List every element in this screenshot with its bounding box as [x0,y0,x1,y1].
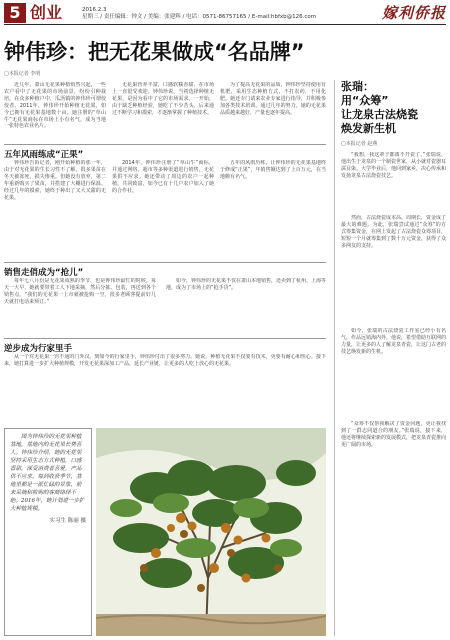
section-2-col-1 [4,278,156,333]
body-column-3 [220,82,326,140]
body-paragraph: 2014年，钟伟珍注册了“草山牛”商标，并通过网络、超市等多种渠道进行销售，无花果供不应求。她还带动了周边的农户一起种植，共同致富，如今已有十几户农户加入了她的合作社。 [112,160,214,194]
header-date: 2016.2.3 [82,7,107,13]
section-1-col-2 [112,160,214,257]
subheading: 五年风雨练成“正果” [4,150,84,160]
sidebar-title-line: 焕发新生机 [341,122,396,135]
photo-caption: 图为钟伟珍的无花果种植基地，基地内的无花果长势喜人。钟伟珍介绍，她的无花果坚持采用生态方式种植，口感香甜，深受消费者喜爱，产品供不应求。每到收获季节，基地里都是一派忙碌的景象，前来采摘和收购的客商络绎不绝。2016年，她计划进一步扩大种植规模。 [10,434,85,512]
sidebar-paragraph: 然而，古法烧瓷成本高、周期长，资金成了最大的难题。为此，张瑞尝试通过“众筹”的方式筹集资金，在网上发起了古法烧瓷众筹项目，短短一个月就筹集到了数十万元资金，获得了众多网友的支持。 [341,215,446,249]
sidebar-paragraph: “我想，我这辈子都离不开瓷了。”张瑞说，他出生于龙泉的一个制瓷世家，从小就对瓷器耳濡目染。大学毕业后，他回到家乡，决心传承和发扬龙泉古法烧瓷技艺。 [341,152,446,179]
body-paragraph: 无花果营养丰富，口感软糯香甜，在市场上一直很受欢迎。钟伟珍说，当初选择种植无花果，是因为看中了它的市场需求。一开始，由于缺乏种植经验，她吃了不少苦头，后来通过不断学习和摸索，才逐渐掌握了种植技术。 [112,82,214,116]
header-contact: 星期三 / 责任编辑：钟文 / 美编：张建辉 / 电话：0571-86757165 / E-mail:hbfxb@126.com [82,13,317,20]
sidebar-paragraph: 如今，张瑞的古法烧瓷工作室已经小有名气，作品远销海内外。他说，希望借助互联网的力量，让更多的人了解龙泉青瓷，让这门古老的技艺焕发新的生机。 [341,328,446,355]
header-meta [82,7,316,20]
divider [4,262,326,263]
body-paragraph: 五年的风雨历练，让钟伟珍的无花果基地终于修成“正果”，年销售额达到了上百万元，在当地颇有名气。 [220,160,326,180]
sidebar-paragraph: “众筹不仅帮我解决了资金问题，更让我找到了一群志同道合的朋友。”张瑞说，接下来，他还将继续探索新的发展模式，把龙泉青瓷推向更广阔的市场。 [341,421,446,448]
sidebar-title [341,80,446,136]
sidebar-title-line: 张瑞： [341,80,374,93]
intro-column [4,82,106,140]
section-number: 5 [4,3,26,23]
section-3 [4,338,326,354]
section-2-col-2 [166,278,326,333]
body-column-2 [112,82,214,140]
masthead-logo: 嫁利侨报 [381,4,446,22]
section-1-col-1 [4,160,106,257]
section-name: 创业 [30,3,63,22]
intro-paragraph: 近几年，萧山无花果种植悄然兴起，一些农户看中了无花果的市场前景，纷纷引种栽培。在众多种植户中，瓜沥镇的钟伟珍可谓佼佼者。2011年，钟伟珍开始种植无花果，如今已拥有无花果基地数十亩，她注册的“草山牛”无花果商标在市场上小有名气，成为当地一张特色农业名片。 [4,82,106,130]
photo-caption-box [4,428,92,636]
body-paragraph: 从一个对无花果一窍不通的门外汉，到如今的行家里手，钟伟珍付出了很多努力。她说，种植无花果不仅要有技术，更要有耐心和恒心。接下来，她打算进一步扩大种植规模，开发无花果深加工产品，延长产业链，让更多的人吃上放心的无花果。 [4,354,326,367]
sidebar-article [334,80,446,636]
section-3-body [4,354,326,422]
section-2 [4,262,326,278]
sidebar-title-line: 用“众筹” [341,94,389,107]
page-header [4,3,446,25]
section-1 [4,144,326,160]
body-paragraph: 为了提高无花果的品质，钟伟珍坚持使用有机肥，采用生态种植方式，不打农药，不用化肥。她还专门请来农业专家进行指导，并积极参加各类技术培训。通过几年的努力，她的无花果品质越来越好，产量也逐年提高。 [220,82,326,116]
photo-credit: 实习生 陈丽 摄 [49,518,86,524]
subheading: 逆步成为行家里手 [4,344,73,354]
sidebar-byline: □本报记者 赵燕 [341,141,378,147]
sidebar-title-line: 让龙泉古法烧瓷 [341,108,418,121]
subheading: 销售走俏成为“抢儿” [4,268,84,278]
body-paragraph: 如今，钟伟珍的无花果不仅在萧山本地销售，还卖到了杭州、上海等地，成为了市场上的“抢手货”。 [166,278,326,291]
body-paragraph: 钟伟珍告诉记者，刚开始种植的那一年，由于对无花果的生长习性不了解，很多果苗在冬天被冻死，损失惨重。但她没有放弃，第二年重新购买了果苗，并搭建了大棚进行保温。经过几年的摸索，她终于种出了又大又甜的无花果。 [4,160,106,201]
section-1-col-3 [220,160,326,257]
body-paragraph: 每年七八月份是无花果成熟的季节，也是钟伟珍最忙的时候。每天一大早，她就要带着工人下地采摘，然后分拣、包装，再送到各个销售点。“我们的无花果一上市就被抢购一空，很多老顾客提前好几天就打电话来预订。” [4,278,156,305]
fig-tree-photo [96,428,326,636]
divider [4,338,326,339]
byline: □本报记者 李明 [4,71,41,77]
divider [4,144,326,145]
page-headline: 钟伟珍：把无花果做成“名品牌” [4,40,305,64]
